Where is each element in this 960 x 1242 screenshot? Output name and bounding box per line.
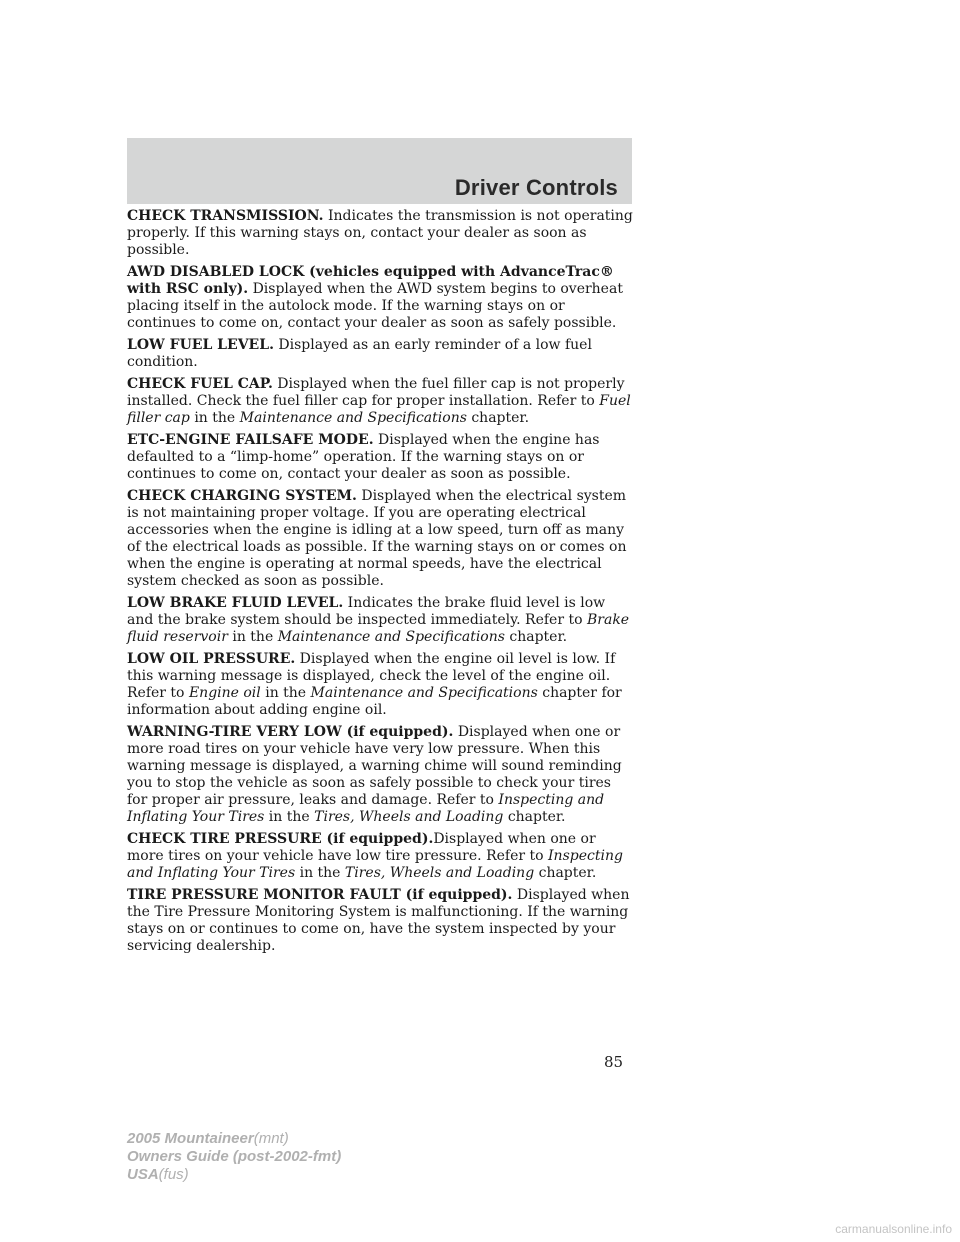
warning-description: in the [295, 865, 345, 881]
warning-term: LOW BRAKE FLUID LEVEL. [127, 595, 344, 611]
warning-term: TIRE PRESSURE MONITOR FAULT (if equipped). [127, 887, 513, 903]
warning-entry [127, 724, 635, 826]
warning-description: Displayed as an early reminder of a low fuel condition. [127, 337, 592, 370]
warning-description: in the [189, 410, 240, 426]
footer-guide: Owners Guide (post-2002-fmt) [127, 1148, 342, 1165]
warning-description: chapter. [504, 629, 568, 645]
chapter-title: Driver Controls [454, 175, 618, 200]
warning-term: CHECK TRANSMISSION. [127, 208, 324, 224]
warning-description: Displayed when one or more road tires on your vehicle have very low pressure. When this warning message is displayed, a warning chime will sound reminding you to stop the vehicle as soon as safely possible to check your tires for proper air pressure, leaks and damage. Refer to [127, 724, 622, 808]
warning-description: chapter. [534, 865, 597, 881]
warning-entry [127, 831, 635, 882]
warning-entry [127, 337, 635, 371]
cross-reference: Maintenance and Specifications [277, 629, 505, 645]
warning-description: Displayed when one or more tires on your vehicle have low tire pressure. Refer to [127, 831, 596, 864]
warning-term: LOW OIL PRESSURE. [127, 651, 296, 667]
warning-description: Displayed when the AWD system begins to overheat placing itself in the autolock mode. If the warning stays on or continues to come on, contact your dealer as soon as safely possible. [127, 281, 623, 331]
warning-term: CHECK TIRE PRESSURE (if equipped). [127, 831, 434, 847]
body-text [127, 208, 635, 960]
warning-entry [127, 264, 635, 332]
watermark: carmanualsonline.info [835, 1222, 952, 1236]
warning-term: AWD DISABLED LOCK (vehicles equipped with AdvanceTrac® with RSC only). [127, 264, 614, 297]
cross-reference: Inspecting and Inflating Your Tires [127, 792, 605, 825]
cross-reference: Tires, Wheels and Loading [314, 809, 504, 825]
warning-entry [127, 887, 635, 955]
warning-description: chapter. [466, 410, 530, 426]
footer-model: 2005 Mountaineer [127, 1130, 254, 1147]
warning-description: Indicates the brake fluid level is low and the brake system should be inspected immediately. Refer to [127, 595, 606, 628]
footer-model-code: (mnt) [253, 1130, 289, 1147]
warning-description: Displayed when the engine has defaulted to a “limp-home” operation. If the warning stays on or continues to come on, contact your dealer as soon as possible. [127, 432, 600, 482]
chapter-header [127, 138, 632, 204]
warning-entry [127, 651, 635, 719]
cross-reference: Fuel filler cap [127, 393, 631, 426]
warning-description: Displayed when the Tire Pressure Monitoring System is malfunctioning. If the warning stays on or continues to come on, have the system inspected by your servicing dealership. [127, 887, 630, 954]
warning-term: CHECK CHARGING SYSTEM. [127, 488, 357, 504]
footer-market-code: (fus) [158, 1166, 189, 1183]
footer-market: USA [127, 1166, 159, 1183]
warning-description: chapter. [503, 809, 566, 825]
warning-term: ETC-ENGINE FAILSAFE MODE. [127, 432, 374, 448]
warning-entry [127, 376, 635, 427]
warning-description: Indicates the transmission is not operating properly. If this warning stays on, contact your dealer as soon as possible. [127, 208, 633, 258]
warning-description: in the [227, 629, 278, 645]
warning-entry [127, 488, 635, 590]
warning-term: CHECK FUEL CAP. [127, 376, 273, 392]
warning-description: chapter for information about adding engine oil. [127, 685, 622, 718]
warning-description: in the [260, 685, 311, 701]
cross-reference: Engine oil [188, 685, 261, 701]
warning-description: Displayed when the electrical system is not maintaining proper voltage. If you are operating electrical accessories when the engine is idling at a low speed, turn off as many of the electrical loads as possible. If the warning stays on or comes on when the engine is operating at normal speeds, have the electrical system checked as soon as possible. [127, 488, 627, 589]
warning-description: Displayed when the fuel filler cap is not properly installed. Check the fuel filler cap for proper installation. Refer to [127, 376, 625, 409]
warning-term: LOW FUEL LEVEL. [127, 337, 274, 353]
warning-entry [127, 432, 635, 483]
cross-reference: Maintenance and Specifications [239, 410, 467, 426]
warning-entry [127, 208, 635, 259]
cross-reference: Brake fluid reservoir [127, 612, 630, 645]
footer [127, 1130, 341, 1184]
warning-description: in the [264, 809, 315, 825]
cross-reference: Tires, Wheels and Loading [344, 865, 535, 881]
warning-entry [127, 595, 635, 646]
cross-reference: Maintenance and Specifications [310, 685, 538, 701]
warning-term: WARNING-TIRE VERY LOW (if equipped). [127, 724, 454, 740]
warning-description: Displayed when the engine oil level is low. If this warning message is displayed, check the level of the engine oil. Refer to [127, 651, 616, 701]
page-number: 85 [604, 1053, 624, 1071]
cross-reference: Inspecting and Inflating Your Tires [127, 848, 623, 881]
